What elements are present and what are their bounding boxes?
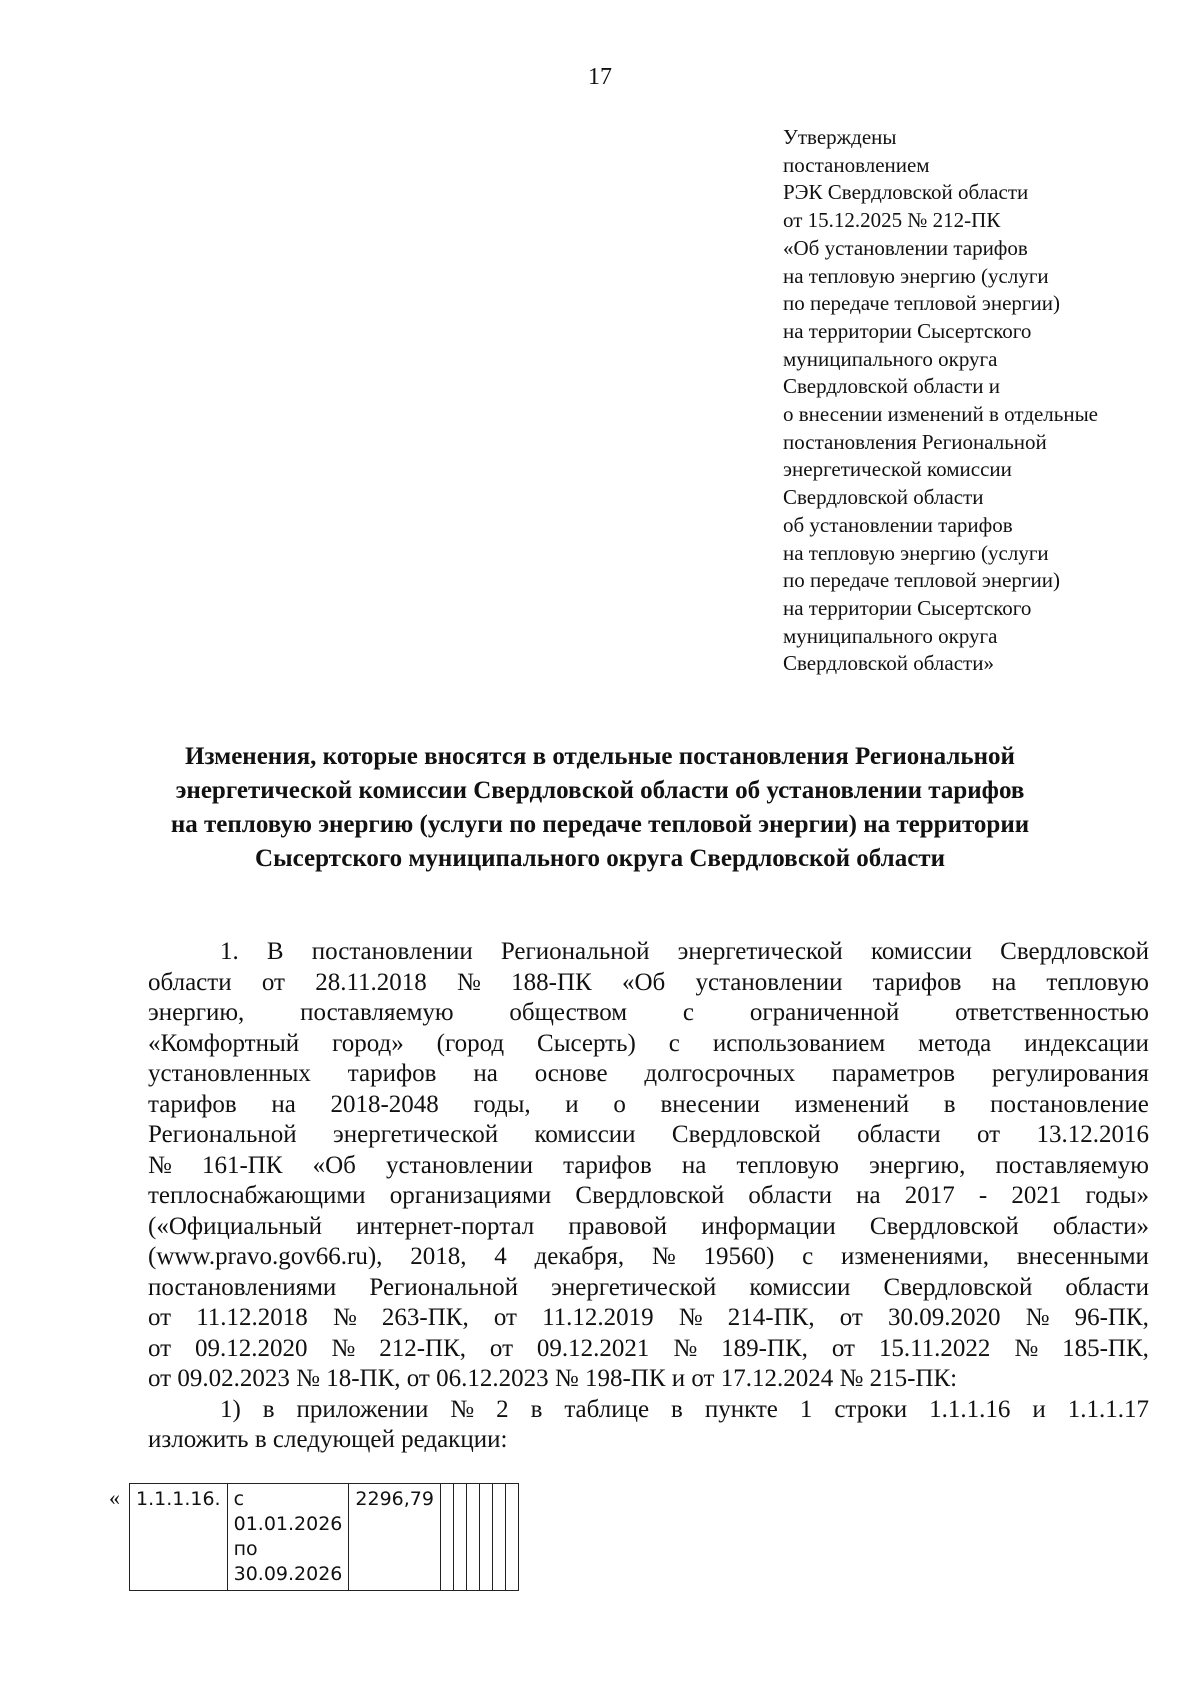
approval-line: Свердловской области [783, 485, 984, 510]
text-line: (www.pravo.gov66.ru), 2018, 4 декабря, № 19560) с изменениями, внесенными [148, 1243, 1149, 1270]
approval-line: на тепловую энергию (услуги [783, 263, 1049, 288]
table-row [130, 1484, 519, 1591]
approval-line: на территории Сысертского [783, 595, 1032, 620]
title-line: Изменения, которые вносятся в отдельные постановления Региональной [185, 743, 1015, 770]
title-line: энергетической комиссии Свердловской области об установлении тарифов [175, 777, 1025, 804]
approval-line: Свердловской области и [783, 374, 1000, 399]
approval-line: на тепловую энергию (услуги [783, 540, 1049, 565]
approval-line: постановления Региональной [783, 429, 1047, 454]
approval-line: муниципального округа [783, 623, 998, 648]
approval-line: «Об установлении тарифов [783, 235, 1028, 260]
page-number: 17 [588, 64, 612, 90]
text-line: Региональной энергетической комиссии Свердловской области от 13.12.2016 [148, 1121, 1149, 1148]
body-text [148, 937, 1149, 1456]
text-line: изложить в следующей редакции: [148, 1426, 508, 1453]
open-quote: « [109, 1485, 120, 1510]
empty-cell [505, 1484, 518, 1591]
period-cell: с 01.01.2026 по 30.09.2026 [227, 1484, 349, 1591]
title-line: Сысертского муниципального округа Свердловской области [255, 845, 945, 872]
empty-cell [492, 1484, 505, 1591]
approval-line: о внесении изменений в отдельные [783, 402, 1098, 427]
text-line: теплоснабжающими организациями Свердловской области на 2017 - 2021 годы» [148, 1182, 1149, 1209]
approval-line: Свердловской области» [783, 651, 994, 676]
empty-cell [440, 1484, 453, 1591]
row-number-cell: 1.1.1.16. [130, 1484, 228, 1591]
text-line: от 11.12.2018 № 263-ПК, от 11.12.2019 № 214-ПК, от 30.09.2020 № 96-ПК, [148, 1304, 1149, 1331]
text-line: установленных тарифов на основе долгосрочных параметров регулирования [148, 1060, 1149, 1087]
approval-line: РЭК Свердловской области [783, 180, 1029, 205]
approval-line: по передаче тепловой энергии) [783, 291, 1061, 316]
approval-line: энергетической комиссии [783, 457, 1012, 482]
empty-cell [453, 1484, 466, 1591]
text-line: от 09.02.2023 № 18-ПК, от 06.12.2023 № 198-ПК и от 17.12.2024 № 215-ПК: [148, 1365, 958, 1392]
approval-line: по передаче тепловой энергии) [783, 568, 1061, 593]
title-line: на тепловую энергию (услуги по передаче тепловой энергии) на территории [170, 811, 1030, 838]
text-line: «Комфортный город» (город Сысерть) с использованием метода индексации [148, 1029, 1149, 1057]
approval-line: об установлении тарифов [783, 512, 1013, 537]
text-line: 1. В постановлении Региональной энергетической комиссии Свердловской [220, 938, 1149, 965]
document-title [140, 740, 1060, 876]
approval-line: от 15.12.2025 № 212-ПК [783, 208, 1001, 233]
approval-line: Утверждены [783, 125, 897, 149]
text-line: области от 28.11.2018 № 188-ПК «Об установлении тарифов на тепловую [148, 968, 1149, 996]
approval-block [783, 124, 1183, 678]
text-line: тарифов на 2018-2048 годы, и о внесении изменений в постановление [148, 1090, 1149, 1118]
text-line: («Официальный интернет-портал правовой информации Свердловской области» [148, 1212, 1149, 1240]
text-line: 1) в приложении № 2 в таблице в пункте 1 строки 1.1.1.16 и 1.1.1.17 [220, 1395, 1149, 1423]
text-line: энергию, поставляемую обществом с ограниченной ответственностью [148, 999, 1149, 1026]
tariff-table [129, 1483, 519, 1591]
approval-line: муниципального округа [783, 346, 998, 371]
text-line: постановлениями Региональной энергетической комиссии Свердловской области [148, 1273, 1149, 1301]
text-line: от 09.12.2020 № 212-ПК, от 09.12.2021 № 189-ПК, от 15.11.2022 № 185-ПК, [148, 1334, 1149, 1362]
tariff-value-cell: 2296,79 [349, 1484, 441, 1591]
text-line: № 161-ПК «Об установлении тарифов на тепловую энергию, поставляемую [148, 1151, 1149, 1179]
empty-cell [466, 1484, 479, 1591]
empty-cell [479, 1484, 492, 1591]
approval-line: на территории Сысертского [783, 318, 1032, 343]
approval-line: постановлением [783, 152, 930, 177]
